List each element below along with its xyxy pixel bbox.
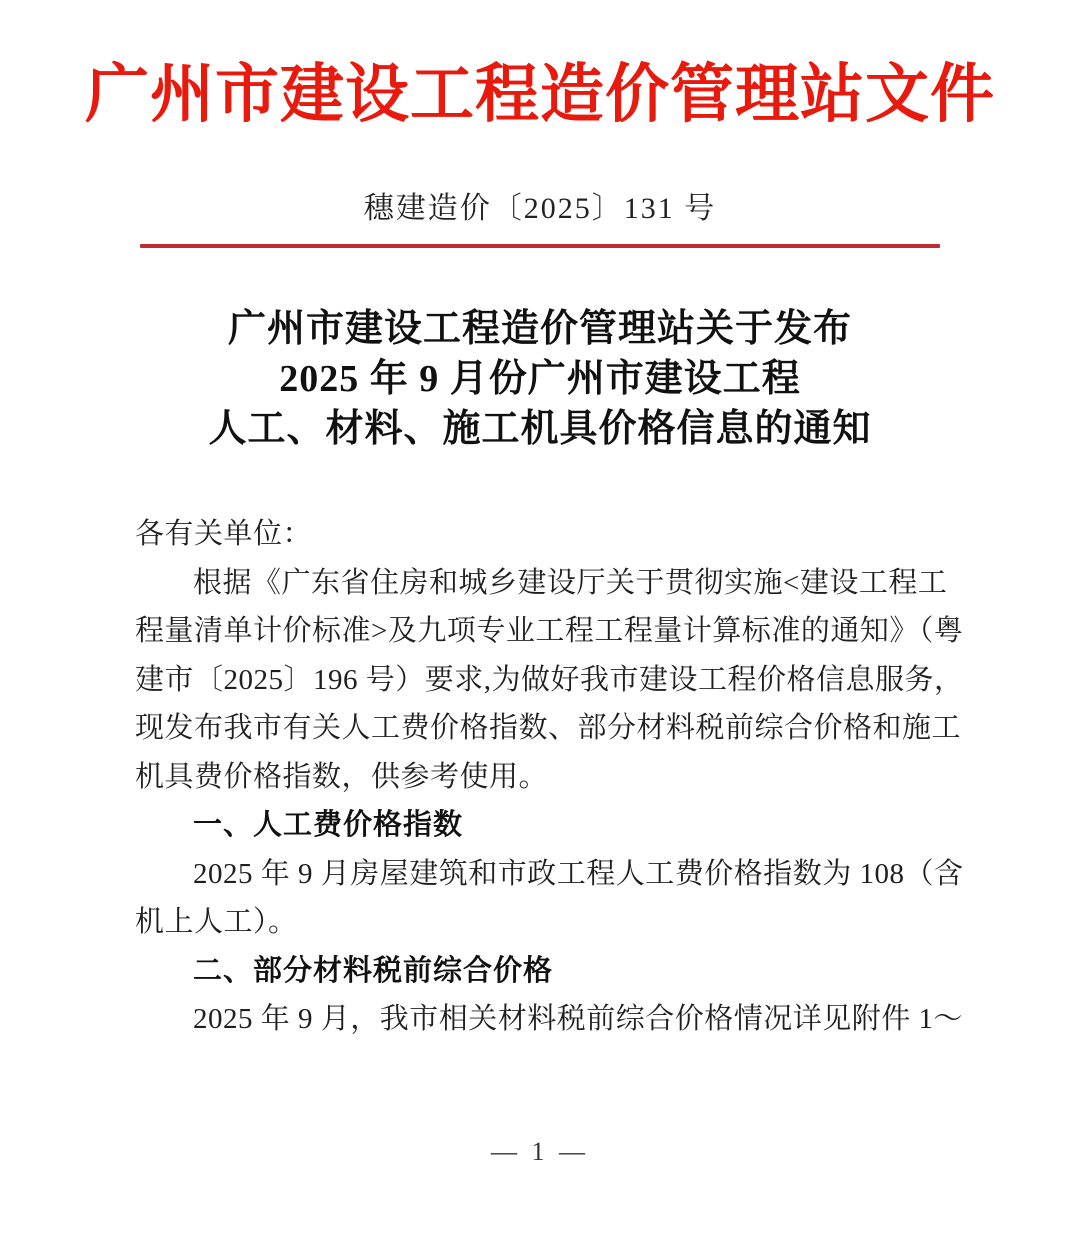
red-divider-line (140, 244, 940, 248)
section-heading-material-price: 二、部分材料税前综合价格 (193, 954, 554, 987)
body-line: 机上人工）。 (135, 906, 298, 938)
body-line: 2025 年 9 月，我市相关材料税前综合价格情况详见附件 1～ (193, 1003, 964, 1035)
letterhead-title: 广州市建设工程造价管理站文件 (85, 59, 995, 130)
document-title (0, 304, 1080, 454)
document-title-line-3: 人工、材料、施工机具价格信息的通知 (208, 408, 872, 450)
document-number: 穗建造价〔2025〕131 号 (363, 192, 717, 225)
document-title-line-2: 2025 年 9 月份广州市建设工程 (279, 358, 801, 400)
section-heading-labor-price-index: 一、人工费价格指数 (193, 809, 464, 841)
body-line: 程量清单计价标准>及九项专业工程工程量计算标准的通知》（粤 (135, 615, 964, 647)
body-line: 现发布我市有关人工费价格指数、部分材料税前综合价格和施工 (135, 712, 962, 744)
document-title-line-1: 广州市建设工程造价管理站关于发布 (227, 308, 852, 350)
body-line: 2025 年 9 月房屋建筑和市政工程人工费价格指数为 108（含 (193, 857, 964, 890)
page-number: — 1 — (491, 1137, 589, 1166)
body-line: 根据《广东省住房和城乡建设厅关于贯彻实施<建设工程工 (193, 566, 948, 599)
document-body (135, 510, 964, 1044)
body-line: 机具费价格指数，供参考使用。 (135, 760, 549, 793)
salutation: 各有关单位： (135, 518, 313, 550)
body-line: 建市〔2025〕196 号）要求,为做好我市建设工程价格信息服务， (135, 663, 964, 696)
